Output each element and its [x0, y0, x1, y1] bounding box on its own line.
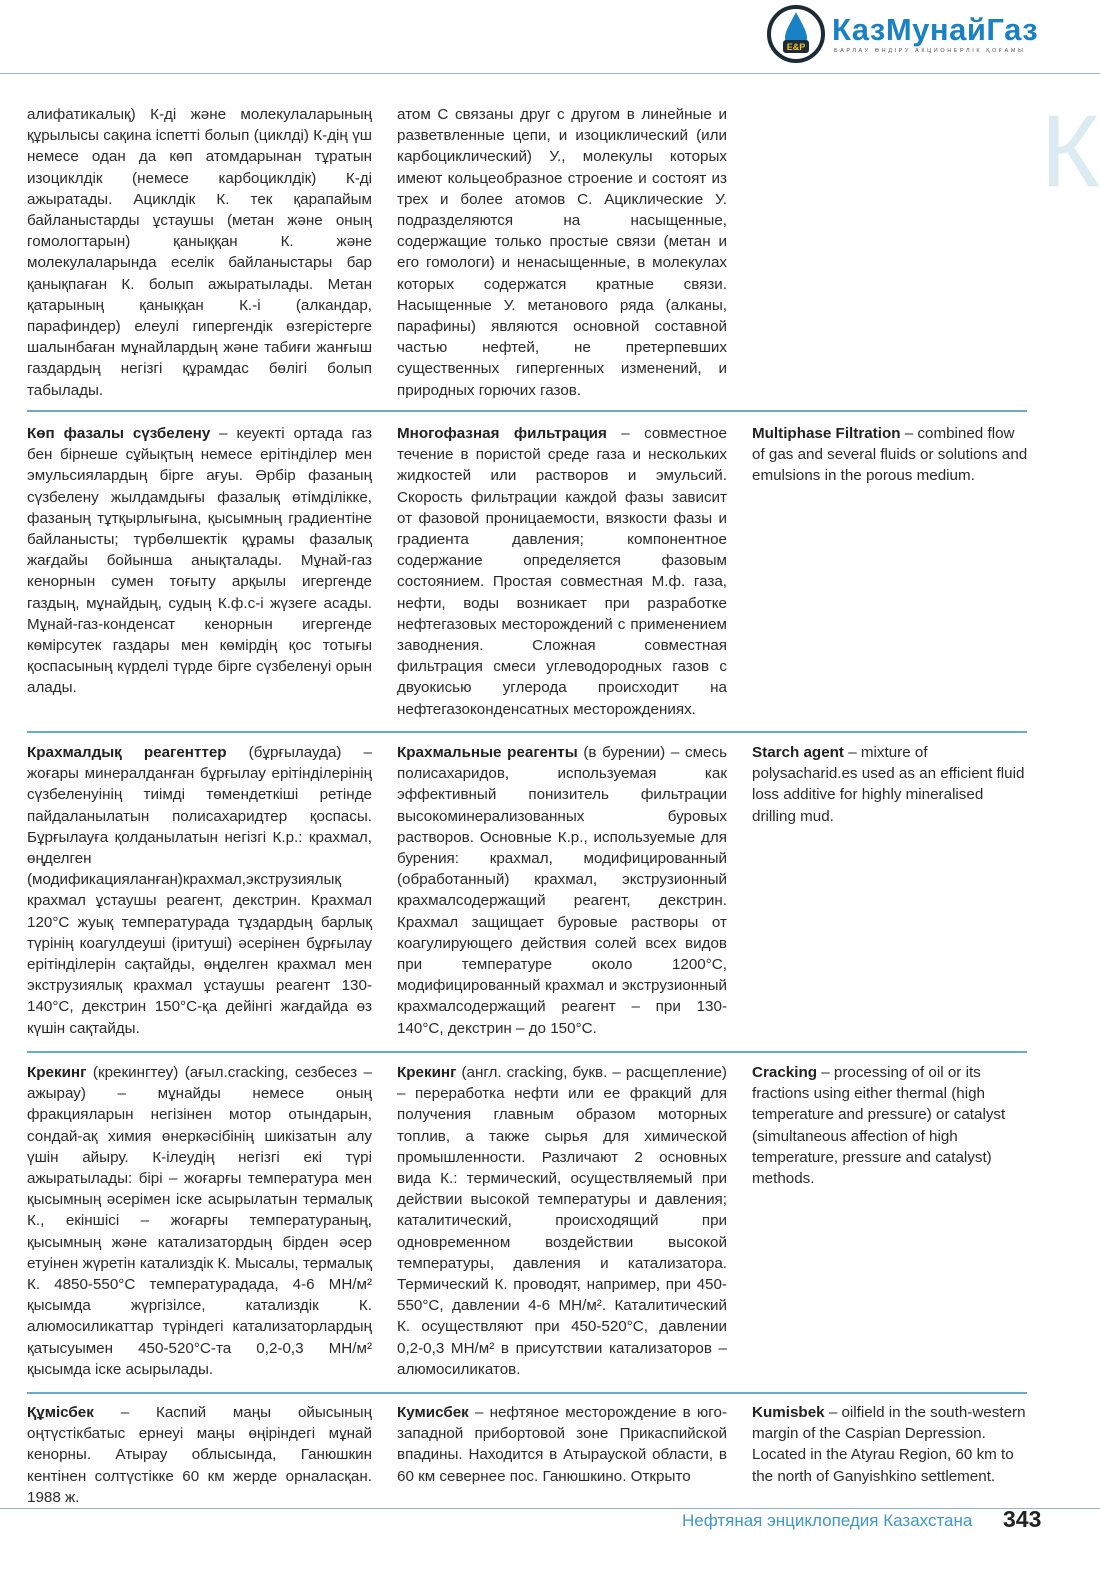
entry-kz-term: Көп фазалы сүзбелену — [27, 425, 211, 442]
entry-kz-text: – Каспий маңы ойысының оңтүстікбатыс ернеуі маңы өңіріндегі мұнай кенорны. Атырау облысында, Ганюшкин кентінен солтүстікке 60 км жерде орналасқан. 1988 ж. — [27, 1404, 372, 1506]
entry-separator — [27, 1051, 1027, 1053]
entry-en-term: Cracking — [752, 1064, 817, 1081]
entry-en-text: – mixture of polysacharid.es used as an efficient fluid loss additive for highly mineralised drilling mud. — [752, 744, 1025, 825]
kazmunaygaz-logo — [766, 4, 1046, 64]
entry-kz — [27, 1062, 372, 1380]
drop-icon — [766, 4, 826, 64]
entry-ru-term: Многофазная фильтрация — [397, 425, 607, 442]
entry-en — [752, 1402, 1030, 1487]
entry-en-text: – oilfield in the south-western margin of the Caspian Depression. Located in the Atyrau Region, 60 km to the north of Ganyishkino settlement. — [752, 1404, 1026, 1485]
page-number: 343 — [1003, 1506, 1042, 1532]
entry-kz-text: (бұрғылауда) – жоғары минералданған бұрғылау ерітінділерінің сүзбеленуінің тиімді төмендеткіші ретінде пайдаланылатын полисахаридтер қоспасы. Бұрғылауға қолданылатын негізгі К.р.: крахмал, өңделген (модификацияланған)крахмал,экструзиялық крахмал ұстаушы реагент, декстрин. Крахмал 120°С жуық температурада тұздардың барлық түрінің коагулдеуші (іритуші) әсерінен бұрғылау ерітінділерін сақтайды, өңделген крахмал мен экструзиялық крахмал ұстаушы реагент 130-140°С, декстрин 150°С-қа дейінгі жағдайда өз күшін сақтайды. — [27, 744, 373, 1037]
entry-en-term: Kumisbek — [752, 1404, 825, 1421]
entry-separator — [27, 1392, 1027, 1394]
entry-ru-text: – нефтяное месторождение в юго-западной прибортовой зоне Прикаспийской впадины. Находится в Атырауской области, в 60 км севернее пос. Ганюшкино. Открыто — [397, 1404, 727, 1485]
entry-kz-term: Құмісбек — [27, 1404, 94, 1421]
intro-ru: атом С связаны друг с другом в линейные и разветвленные цепи, и изоциклический (или карбоциклический) У., молекулы которых имеют кольцеобразное строение и состоят из трех и более атомов С. Ациклические У. подразделяются на насыщенные, содержащие только простые связи (метан и его гомологи) и ненасыщенные, в молекулах которых содержатся кратные связи. Насыщенные У. метанового ряда (алканы, парафины) являются основной составной частью нефтей, не претерпевших существенных гипергенных изменений, и природных горючих газов. — [397, 106, 727, 399]
entry-ru-text: (в бурении) – смесь полисахаридов, используемая как эффективный понизитель фильтрации высокоминерализованных буровых растворов. Основные К.р., используемые для бурения: крахмал, модифицированный (обработанный) крахмал, экструзионный крахмалсодержащий реагент, декстрин. Крахмал защищает буровые растворы от коагулирующего действия солей всех видов при температуре около 1200°С, модифицированный крахмал и экструзионный крахмалсодержащий реагент – при 130-140°С, декстрин – до 150°С. — [397, 744, 727, 1037]
header-rule — [0, 73, 1100, 74]
intro-kz: алифатикалық) К-ді және молекулаларының құрылысы сақина іспетті болып (циклді) К-дің үш немесе одан да көп атомдарынан тұратын изоциклдік (немесе карбоциклдік) К-ді ажыратады. Ациклдік К. тек қарапайым байланыстарды ұстаушы (метан және оның гомологтарын) қаныққан К. және молекулаларында еселік байланыстары бар қанықпаған К. болып ажыратылады. Метан қатарының қаныққан К.-і (алкандар, парафиндер) елеулі гипергендік өзгерістерге шалынбаған мұнайлардың және табиғи жанғыш газдардың негізгі құрамдас бөлігі болып табылады. — [27, 106, 372, 399]
entry-separator — [27, 410, 1027, 412]
entry-ru — [397, 423, 727, 720]
entry-separator — [27, 731, 1027, 733]
entry-kz — [27, 742, 372, 1039]
entry-kz-text: – кеуекті ортада газ бен бірнеше сұйықтың немесе ерітінділер мен эмульсиялардың бірге ағуы. Әрбір фазаның сүзбелену жылдамдығы фазалық өтімділікке, фазаның тұтқырлығына, қысымның градиентіне байланысты; түрбөлшектік құрамы фазалық жағдайы бойынша анықталады. Мұнай-газ кенорнын сумен тоғыту арқылы игергенде газдың, мұнайдың, судың К.ф.с-і жүзеге асады. Мұнай-газ-конденсат кенорнын игергенде көмірсутек газдары мен көмірдің қос тотығы қоспасының күрделі түрде бірге сүзбеленуі орын алады. — [27, 425, 372, 697]
logo-badge: E&P — [786, 42, 806, 52]
entry-en-text: – processing of oil or its fractions using either thermal (high temperature and pressure) or catalyst (simultaneous affection of high temperature, pressure and catalyst) methods. — [752, 1064, 1006, 1188]
entry-kz — [27, 1402, 372, 1508]
entry-en-term: Starch agent — [752, 744, 844, 761]
section-letter: К — [1040, 94, 1100, 208]
entry-ru — [397, 1062, 727, 1380]
entry-kz-text: (крекингтеу) (ағыл.cracking, сезбесез – ажырау) – мұнайды немесе оның фракцияларын негізінен мотор отындарын, сондай-ақ химия өнеркәсібінің шикізатын алу үшін айыру. К-ілеудің негізгі екі түрі ажыратылады: бірі – жоғарғы температура мен қысымның әсерімен іске асырылатын термалық К., екіншісі – жоғарғы температураның, қысымның және катализатордың бірден әсер етуінен жүретін катализдік К. Мысалы, термалық К. 4850-550°С температурадада, 4-6 МН/м² қысымда жүргізілсе, катализдік К. алюмосиликаттар түріндегі катализаторлардың қатысуымен 450-520°С-та 0,2-0,3 МН/м² қысымда іске асырылады. — [27, 1064, 372, 1378]
entry-ru-text: – совместное течение в пористой среде газа и нескольких жидкостей или растворов и эмульсий. Скорость фильтрации каждой фазы зависит от фазовой проницаемости, вязкости фазы и градиента давления; компонентное содержание определяется фазовым состоянием. Простая совместная М.ф. газа, нефти, воды возникает при разработке нефтегазовых месторождений с применением заводнения. Сложная совместная фильтрация смеси углеводородных газов с двуокисью углерода происходит на нефтегазоконденсатных месторождениях. — [397, 425, 727, 718]
entry-en-text: – combined flow of gas and several fluids or solutions and emulsions in the porous medium. — [752, 425, 1028, 485]
entry-ru — [397, 742, 727, 1039]
entry-ru — [397, 1402, 727, 1487]
entry-en — [752, 423, 1030, 487]
entry-ru-term: Крекинг — [397, 1064, 457, 1081]
footer-title: Нефтяная энциклопедия Казахстана — [682, 1511, 973, 1530]
footer-rule — [0, 1508, 1100, 1509]
entry-ru-term: Кумисбек — [397, 1404, 469, 1421]
entry-en-term: Multiphase Filtration — [752, 425, 901, 442]
logo-tagline: БАРЛАУ ӨНДІРУ АКЦИОНЕРЛІК ҚОҒАМЫ — [834, 48, 1026, 54]
entry-kz-term: Крахмалдық реагенттер — [27, 744, 227, 761]
entry-ru-term: Крахмальные реагенты — [397, 744, 578, 761]
entry-kz-term: Крекинг — [27, 1064, 87, 1081]
logo-name: КазМунайГаз — [832, 12, 1039, 47]
entry-en — [752, 1062, 1030, 1189]
entry-kz — [27, 423, 372, 699]
entry-en — [752, 742, 1030, 827]
entry-ru-text: (англ. cracking, букв. – расщепление) – переработка нефти или ее фракций для получения главным образом моторных топлив, а также сырья для химической промышленности. Различают 2 основных вида К.: термический, осуществляемый при действии высокой температуры и давления; каталитический, происходящий при одновременном воздействии высокой температуры, давления и катализатора. Термический К. проводят, например, при 450-550°С, давлении 4-6 МН/м². Каталитический К. осуществляют при 450-520°С, давлении 0,2-0,3 МН/м² в присутствии катализаторов – алюмосиликатов. — [397, 1064, 727, 1378]
